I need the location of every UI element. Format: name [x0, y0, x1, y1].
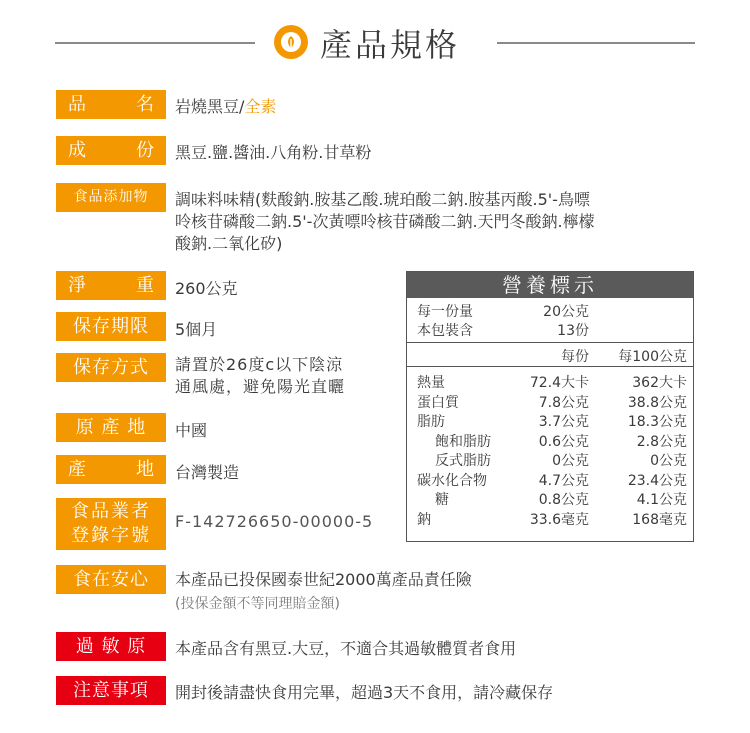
value-insurance: 本產品已投保國泰世紀2000萬產品責任險 (投保金額不等同理賠金額)	[175, 568, 472, 616]
nutrient-per-100g: 38.8公克	[627, 394, 687, 411]
nutrient-name: 蛋白質	[417, 394, 459, 411]
nutrient-per-serving: 3.7公克	[538, 414, 589, 430]
nutrient-per-serving: 4.7公克	[538, 472, 589, 489]
leaf-logo-icon	[274, 25, 308, 59]
header-rule-left	[55, 42, 255, 44]
nutrient-per-serving: 0公克	[552, 453, 589, 469]
label-caution: 注意事項	[56, 676, 166, 705]
nutrient-name: 熱量	[417, 375, 445, 391]
nutrition-divider-1	[407, 342, 693, 343]
nutrient-per-serving: 0.6公克	[538, 433, 589, 450]
value-product-name: 岩燒黑豆/全素	[175, 97, 277, 116]
value-origin: 中國	[175, 421, 208, 440]
serving-size-value: 20公克	[543, 304, 589, 320]
label-registration: 食品業者 登錄字號	[56, 498, 166, 550]
label-product-name: 品 名	[56, 90, 166, 119]
vegan-tag: 全素	[244, 97, 277, 116]
nutrient-name: 碳水化合物	[417, 472, 487, 489]
nutrient-name: 反式脂肪	[435, 453, 491, 469]
label-net-weight: 淨 重	[56, 271, 166, 300]
nutrient-per-100g: 362大卡	[632, 375, 687, 391]
page-title: 產品規格	[320, 26, 461, 64]
nutrient-per-serving: 0.8公克	[538, 492, 589, 508]
nutrient-per-serving: 72.4大卡	[529, 375, 589, 391]
label-ingredients: 成 份	[56, 136, 166, 165]
label-origin: 原 產 地	[56, 413, 166, 442]
label-allergen: 過 敏 原	[56, 632, 166, 661]
value-caution: 開封後請盡快食用完畢，超過3天不食用，請冷藏保存	[175, 683, 554, 702]
label-additives: 食品添加物	[56, 183, 166, 212]
label-shelf-life: 保存期限	[56, 312, 166, 341]
nutrient-per-100g: 0公克	[650, 453, 687, 469]
nutrient-per-serving: 33.6毫克	[529, 511, 589, 528]
value-storage: 請置於26度c以下陰涼 通風處，避免陽光直曬	[175, 355, 346, 396]
nutrient-per-100g: 4.1公克	[636, 492, 687, 508]
value-allergen: 本產品含有黑豆.大豆，不適合其過敏體質者食用	[175, 639, 517, 658]
servings-value: 13份	[557, 323, 589, 339]
col-per-serving: 每份	[561, 349, 589, 365]
nutrition-divider-2	[407, 366, 693, 367]
label-manufacturer: 產 地	[56, 455, 166, 484]
nutrition-title: 營養標示	[407, 272, 693, 298]
nutrient-per-100g: 168毫克	[632, 511, 687, 528]
nutrient-name: 糖	[435, 492, 449, 508]
nutrient-name: 脂肪	[417, 414, 445, 430]
insurance-note: (投保金額不等同理賠金額)	[175, 596, 340, 612]
nutrient-name: 鈉	[417, 511, 431, 528]
nutrient-name: 飽和脂肪	[435, 433, 491, 450]
value-shelf-life: 5個月	[175, 320, 218, 339]
value-net-weight: 260公克	[175, 279, 238, 298]
nutrition-table	[406, 271, 694, 542]
nutrient-per-serving: 7.8公克	[538, 394, 589, 411]
header-rule-right	[497, 42, 695, 44]
nutrient-per-100g: 23.4公克	[627, 472, 687, 489]
value-manufacturer: 台灣製造	[175, 463, 240, 482]
label-storage: 保存方式	[56, 353, 166, 382]
value-additives: 調味料味精(麩酸鈉.胺基乙酸.琥珀酸二鈉.胺基丙酸.5'-鳥嘌 呤核苷磷酸二鈉.5'-次黃嘌呤核苷磷酸二鈉.天門冬酸鈉.檸檬 酸鈉.二氧化矽)	[175, 190, 595, 253]
servings-label: 本包裝含	[417, 323, 473, 339]
nutrient-per-100g: 18.3公克	[627, 414, 687, 430]
serving-size-label: 每一份量	[417, 304, 473, 320]
value-ingredients: 黑豆.鹽.醬油.八角粉.甘草粉	[175, 143, 372, 162]
value-registration: F-142726650-00000-5	[175, 512, 374, 531]
nutrient-per-100g: 2.8公克	[636, 433, 687, 450]
label-insurance: 食在安心	[56, 565, 166, 594]
col-per-100g: 每100公克	[618, 349, 687, 365]
